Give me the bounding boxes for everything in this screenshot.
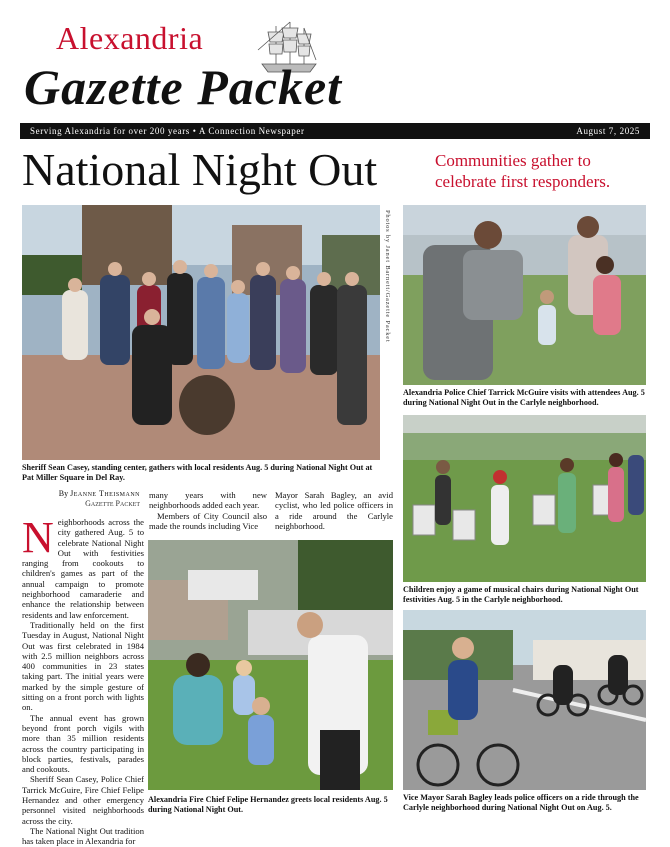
byline-org: Gazette Packet bbox=[85, 499, 140, 508]
photo-fire-chief bbox=[148, 540, 393, 790]
article-paragraph: Neighborhoods across the city gathered Aug. 5 to celebrate National Night Out with festivities ranging from cookouts to children's games as part of the annual campaign to promote neighborhood camaraderie and enhance the relationship between residents and law enforcement. bbox=[22, 513, 144, 620]
article-paragraph: Members of City Council also made the rounds including Vice bbox=[149, 510, 267, 531]
byline-author: Jeanne Theismann bbox=[70, 489, 140, 498]
dropcap: N bbox=[22, 513, 54, 562]
byline-prefix: By bbox=[58, 489, 69, 498]
masthead-paper-name: Gazette Packet bbox=[24, 59, 343, 115]
article-column-1 bbox=[22, 513, 144, 847]
tagline: Serving Alexandria for over 200 years • A Connection Newspaper bbox=[30, 126, 305, 136]
caption-bike: Vice Mayor Sarah Bagley leads police officers on a ride through the Carlyle neighborhood during National Night Out on Aug. 5. bbox=[403, 793, 639, 812]
photo-sheriff-group bbox=[22, 205, 380, 460]
issue-date: August 7, 2025 bbox=[576, 126, 640, 136]
article-paragraph: Mayor Sarah Bagley, an avid cyclist, who led police officers in a ride around the Carlyle neighborhood. bbox=[275, 490, 393, 531]
caption-main: Sheriff Sean Casey, standing center, gathers with local residents Aug. 5 during National Night Out at Pat Miller Square in Del Ray. bbox=[22, 463, 373, 482]
article-paragraph: many years with new neighborhoods added each year. bbox=[149, 490, 267, 511]
article-column-2 bbox=[149, 490, 267, 531]
subhead: Communities gather to celebrate first responders. bbox=[435, 151, 611, 191]
caption-chairs: Children enjoy a game of musical chairs during National Night Out festivities Aug. 5 in the Carlyle neighborhood. bbox=[403, 585, 639, 604]
article-paragraph: Traditionally held on the first Tuesday in August, National Night Out was first celebrated in 1984 with 2.5 million neighbors across 400 communities in 23 states taking part. The initial years were marked by the simple gesture of sitting on a front porch with lights on. bbox=[22, 619, 144, 713]
info-bar bbox=[20, 123, 650, 139]
article-column-3 bbox=[275, 490, 393, 531]
photo-musical-chairs bbox=[403, 415, 646, 582]
masthead bbox=[20, 18, 400, 118]
article-paragraph: Sheriff Sean Casey, Police Chief Tarrick McGuire, Fire Chief Felipe Hernandez and other emergency personnel visited neighborhoods across the city. bbox=[22, 774, 144, 826]
masthead-city: Alexandria bbox=[56, 20, 204, 56]
photo-credit: Photos by Janet Barnett/Gazette Packet bbox=[384, 210, 391, 343]
byline bbox=[50, 489, 140, 509]
headline: National Night Out bbox=[22, 144, 378, 195]
article-paragraph: The annual event has grown beyond front porch vigils with more than 35 million residents across the country participating in block parties, festivals, parades and cookouts. bbox=[22, 712, 144, 775]
photo-police-chief bbox=[403, 205, 646, 385]
article-paragraph: The National Night Out tradition has taken place in Alexandria for bbox=[22, 825, 144, 847]
caption-fire: Alexandria Fire Chief Felipe Hernandez greets local residents Aug. 5 during National Night Out. bbox=[148, 795, 388, 814]
caption-police: Alexandria Police Chief Tarrick McGuire visits with attendees Aug. 5 during National Night Out in the Carlyle neighborhood. bbox=[403, 388, 645, 407]
photo-bike-ride bbox=[403, 610, 646, 790]
